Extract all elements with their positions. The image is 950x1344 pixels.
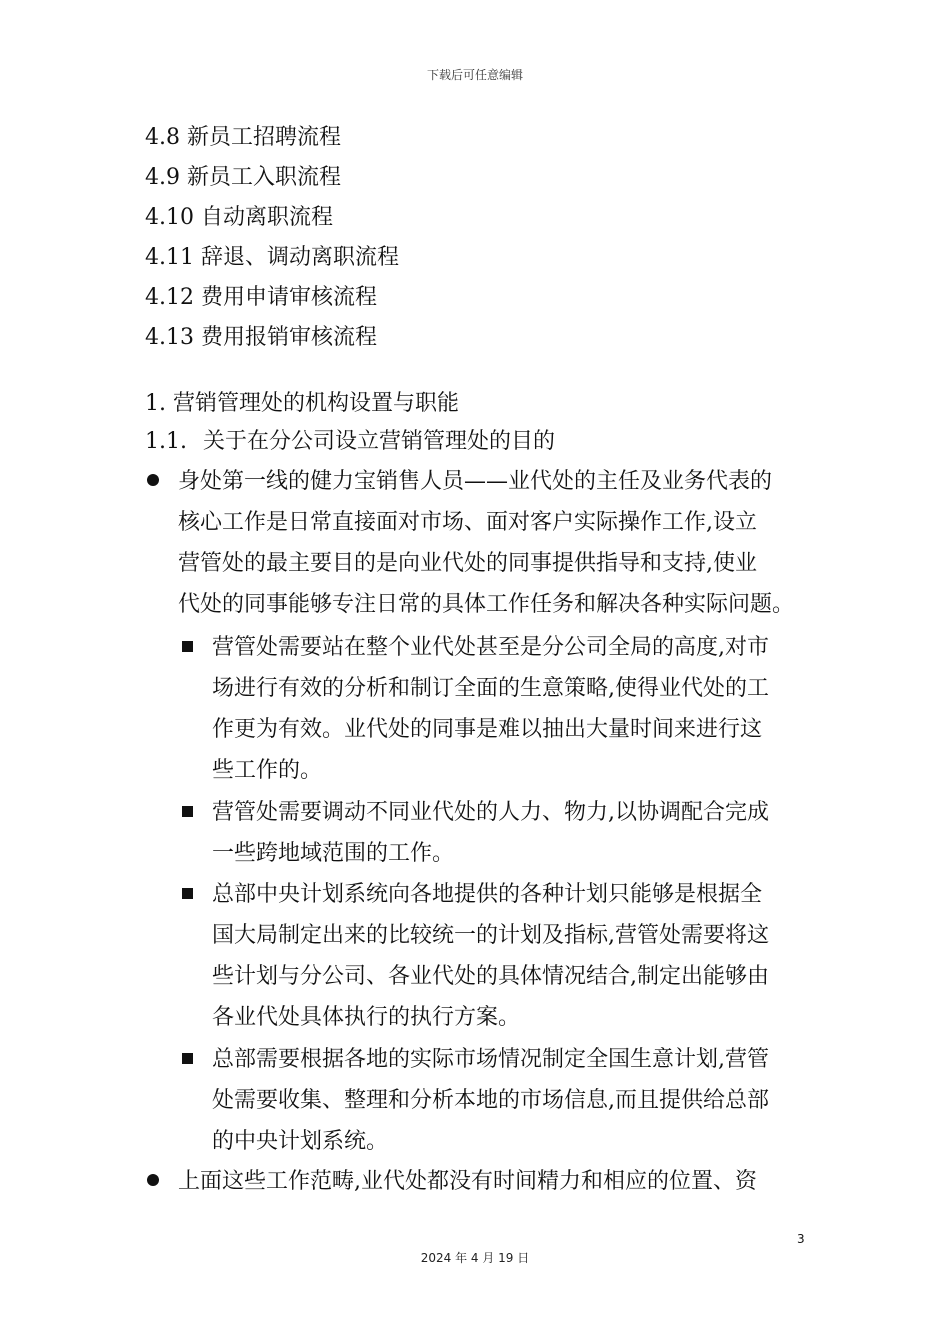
bullet-text-line: 作更为有效。业代处的同事是难以抽出大量时间来进行这 xyxy=(212,717,763,742)
bullet-text-line: 国大局制定出来的比较统一的计划及指标,营管处需要将这 xyxy=(212,923,769,948)
bullet-text-line: 营管处需要站在整个业代处甚至是分公司全局的高度,对市 xyxy=(212,635,769,660)
subsection-heading xyxy=(145,424,555,460)
square-bullet-icon xyxy=(182,641,193,652)
toc-item: 4.13 费用报销审核流程 xyxy=(145,325,377,350)
page-number: 3 xyxy=(797,1232,805,1246)
bullet-text-line: 身处第一线的健力宝销售人员——业代处的主任及业务代表的 xyxy=(178,469,773,494)
bullet-text-line: 营管处需要调动不同业代处的人力、物力,以协调配合完成 xyxy=(212,800,769,825)
bullet-text-line: 核心工作是日常直接面对市场、面对客户实际操作工作,设立 xyxy=(178,510,757,535)
bullet-text-line: 各业代处具体执行的执行方案。 xyxy=(212,1005,521,1030)
toc-item: 4.8 新员工招聘流程 xyxy=(145,125,341,150)
bullet-text-line: 些计划与分公司、各业代处的具体情况结合,制定出能够由 xyxy=(212,964,769,989)
bullet-text-line: 上面这些工作范畴,业代处都没有时间精力和相应的位置、资 xyxy=(178,1169,757,1194)
toc-list xyxy=(145,118,399,358)
bullet-text-line: 总部中央计划系统向各地提供的各种计划只能够是根据全 xyxy=(212,882,763,907)
bullet-item xyxy=(145,461,794,625)
bullet-text-line: 代处的同事能够专注日常的具体工作任务和解决各种实际问题。 xyxy=(178,592,795,617)
bullet-text-line: 处需要收集、整理和分析本地的市场信息,而且提供给总部 xyxy=(212,1088,769,1113)
bullet-item xyxy=(145,1161,757,1202)
sub-bullet-item xyxy=(178,627,769,791)
subsection-title: 关于在分公司设立营销管理处的目的 xyxy=(203,429,556,454)
square-bullet-icon xyxy=(182,1053,193,1064)
round-bullet-icon xyxy=(147,1174,159,1186)
bullet-text-line: 一些跨地域范围的工作。 xyxy=(212,841,455,866)
toc-item: 4.9 新员工入职流程 xyxy=(145,165,341,190)
toc-item: 4.12 费用申请审核流程 xyxy=(145,285,377,310)
bullet-text-line: 的中央计划系统。 xyxy=(212,1129,389,1154)
toc-item: 4.11 辞退、调动离职流程 xyxy=(145,245,399,270)
sub-bullet-item xyxy=(178,792,769,874)
bullet-text-line: 营管处的最主要目的是向业代处的同事提供指导和支持,使业 xyxy=(178,551,757,576)
toc-item: 4.10 自动离职流程 xyxy=(145,205,333,230)
square-bullet-icon xyxy=(182,806,193,817)
sub-bullet-item xyxy=(178,874,769,1038)
bullet-text-line: 总部需要根据各地的实际市场情况制定全国生意计划,营管 xyxy=(212,1047,769,1072)
bullet-text-line: 些工作的。 xyxy=(212,758,323,783)
bullet-text-line: 场进行有效的分析和制订全面的生意策略,使得业代处的工 xyxy=(212,676,769,701)
page-header: 下载后可任意编辑 xyxy=(426,68,523,82)
section-heading: 1. 营销管理处的机构设置与职能 xyxy=(145,391,459,416)
subsection-number: 1.1. xyxy=(145,429,187,454)
sub-bullet-item xyxy=(178,1039,769,1162)
square-bullet-icon xyxy=(182,888,193,899)
round-bullet-icon xyxy=(147,474,159,486)
footer-date: 2024 年 4 月 19 日 xyxy=(420,1251,530,1265)
